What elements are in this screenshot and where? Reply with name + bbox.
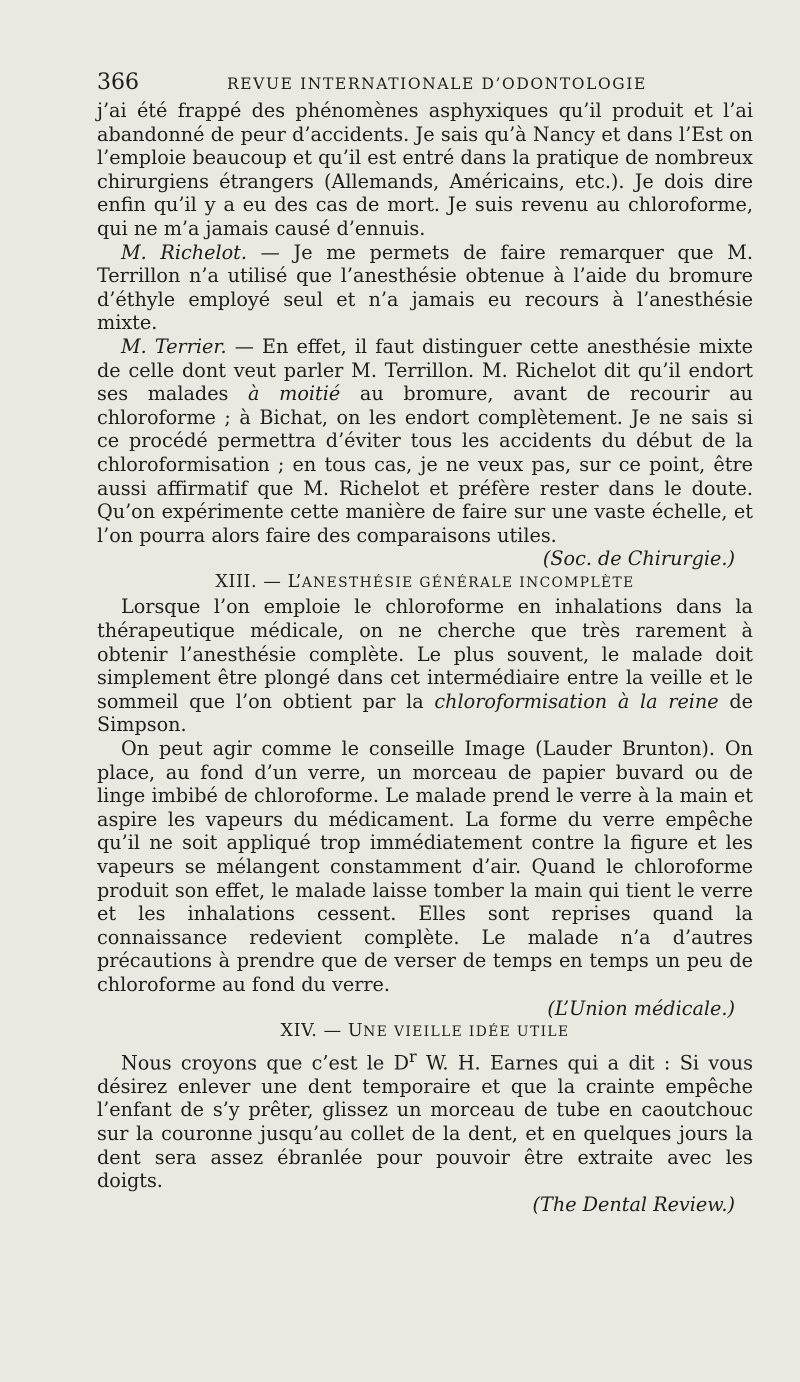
paragraph-richelot: M. Richelot. — Je me permets de faire remarquer que M. Terrillon n’a utilisé que l’anesthésie obtenue à l’aide du bromure d’éthyle employé seul et n’a jamais eu recours à l’anesthésie mixte. <box>97 240 753 335</box>
paragraph-terrier: M. Terrier. — En effet, il faut distinguer cette anesthésie mixte de celle dont veut parler M. Terrillon. M. Richelot dit qu’il endort ses malades à moitié au bromure, avant de recourir au chloroforme ; à Bichat, on les endort complètement. Je ne sais si ce procédé permettra d’éviter tous les accidents du début de la chloroformisation ; en tous cas, je ne veux pas, sur ce point, être aussi affirmatif que M. Richelot et préfère rester dans le doute. Qu’on expérimente cette manière de faire sur une vaste échelle, et l’on pourra alors faire des comparaisons utiles. <box>97 334 753 547</box>
running-title: REVUE INTERNATIONALE D’ODONTOLOGIE <box>227 75 647 93</box>
speaker-terrier: M. Terrier. <box>121 334 227 358</box>
paragraph-vieille-idee: Nous croyons que c’est le $D^r$ W. H. Earnes qui a dit : Si vous désirez enlever une dent temporaire et que la crainte empêche l’enfant de s’y prêter, glissez un morceau de tube en caoutchouc sur la couronne jusqu’au collet de la dent, et en quelques jours la dent sera assez ébranlée pour pouvoir être extraite avec les doigts. <box>97 1046 753 1193</box>
page-number: 366 <box>97 70 139 95</box>
source-citation: (Soc. de Chirurgie.) <box>542 547 735 571</box>
paragraph-anesthesie-2: On peut agir comme le conseille Image (Lauder Brunton). On place, au fond d’un verre, un morceau de papier buvard ou de linge imbibé de chloroforme. Le malade prend le verre à la main et aspire les vapeurs du médicament. La forme du verre empêche qu’il ne soit appliqué trop immédiatement contre la figure et les vapeurs se mélangent constamment d’air. Quand le chloroforme produit son effet, le malade laisse tomber la main qui tient le verre et les inhalations cessent. Elles sont reprises quand la connaissance redevient complète. Le malade n’a d’autres précautions à prendre que de verser de temps en temps un peu de chloroforme au fond du verre. <box>97 737 753 996</box>
page-header <box>97 70 752 100</box>
body-text <box>97 99 753 1216</box>
paragraph-continuation: j’ai été frappé des phénomènes asphyxiques qu’il produit et l’ai abandonné de peur d’accidents. Je sais qu’à Nancy et dans l’Est on l’emploie beaucoup et qu’il est entré dans la pratique de nombreux chirurgiens étrangers (Allemands, Américains, etc.). Je dois dire enfin qu’il y a eu des cas de mort. Je suis revenu au chloroforme, qui ne m’a jamais causé d’ennuis. <box>97 99 753 240</box>
source-citation: (L’Union médicale.) <box>547 996 735 1020</box>
section-heading-xiii: XIII. — L’ANESTHÉSIE GÉNÉRALE INCOMPLÈTE <box>215 571 635 592</box>
speaker-richelot: M. Richelot. <box>121 240 247 264</box>
source-citation: (The Dental Review.) <box>532 1192 735 1216</box>
section-heading-xiv: XIV. — UNE VIEILLE IDÉE UTILE <box>280 1021 570 1042</box>
paragraph-anesthesie-1: Lorsque l’on emploie le chloroforme en inhalations dans la thérapeutique médicale, on ne cherche que très rarement à obtenir l’anesthésie complète. Le plus souvent, le malade doit simplement être plongé dans cet intermédiaire entre la veille et le sommeil que l’on obtient par la chloroformisation à la reine de Simpson. <box>97 595 754 737</box>
